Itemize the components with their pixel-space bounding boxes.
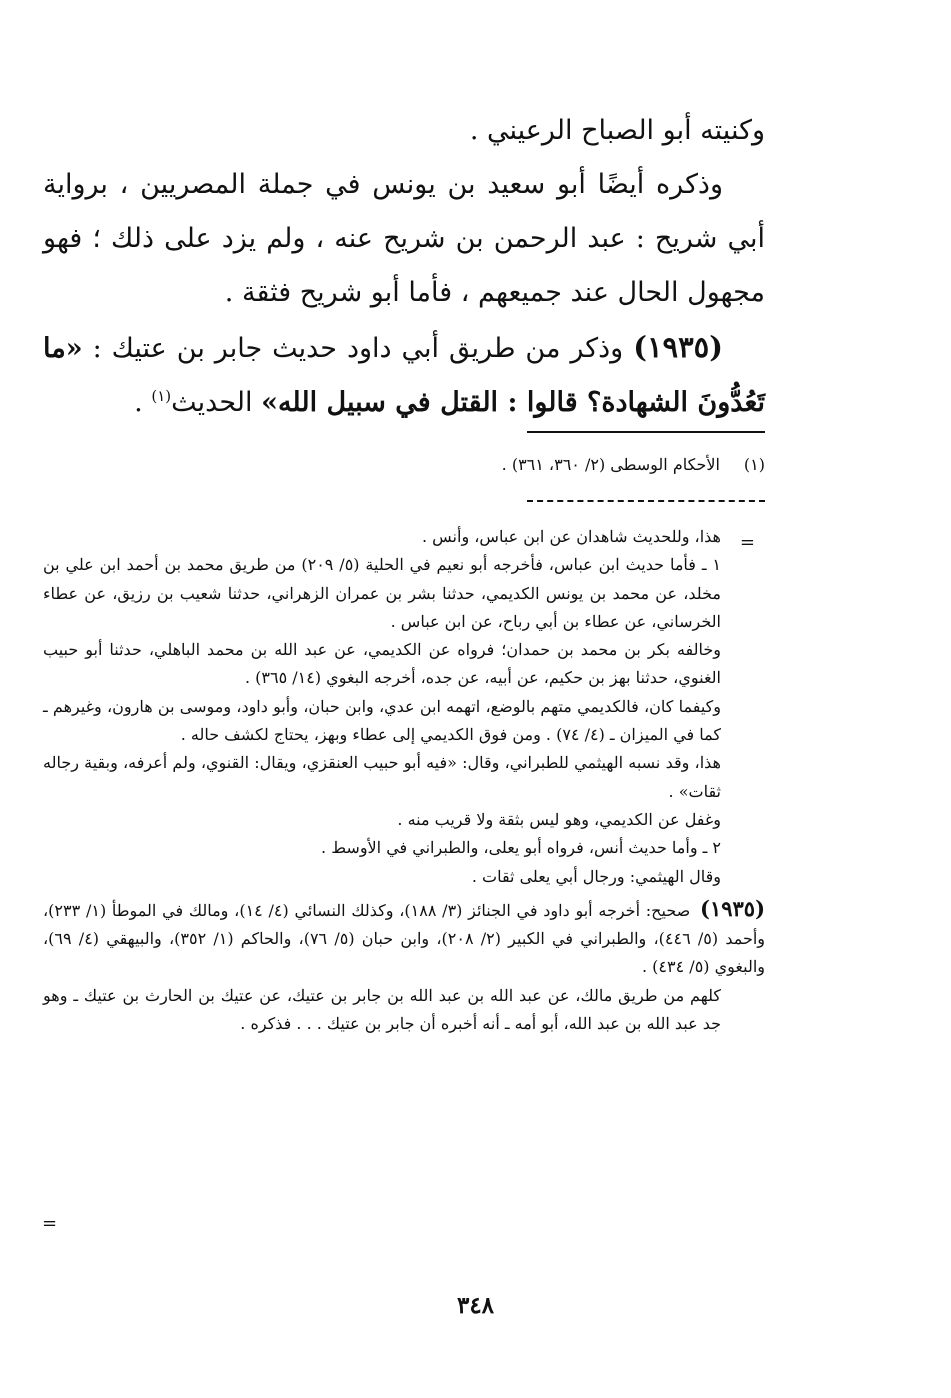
note-line: كلهم من طريق مالك، عن عبد الله بن عبد الله بن جابر بن عتيك، عن عتيك بن الحارث بن عتيك ـ وهو جد عبد الله بن عبد الله، أبو أمه ـ أنه أخبره أن جابر بن عتيك . . . فذكره . xyxy=(43,985,721,1034)
footnote-1 xyxy=(43,452,765,478)
hadith-intro: وذكر من طريق أبي داود حديث جابر بن عتيك : xyxy=(92,333,624,364)
note-line: هذا، وقد نسبه الهيثمي للطبراني، وقال: «فيه أبو حبيب العنقزي، ويقال: القنوي، ولم أعرفه، وبقية رجاله ثقات» . xyxy=(43,753,721,801)
note-line: هذا، وللحديث شاهدان عن ابن عباس، وأنس . xyxy=(421,527,721,546)
note-line: ١ ـ فأما حديث ابن عباس، فأخرجه أبو نعيم في الحلية (٥/ ٢٠٩) من طريق محمد بن أحمد ابن علي بن مخلد، عن محمد بن يونس الكديمي، حدثنا بشر بن عمران الزهراني، حدثنا شعيب بن رزيق، عن عطاء الخرساني، عن عطاء بن أبي رباح، عن ابن عباس . xyxy=(43,555,722,631)
ibn-yunus-paragraph: وذكره أيضًا أبو سعيد بن يونس في جملة المصريين ، برواية أبي شريح : عبد الرحمن بن شريح عنه ، ولم يزد على ذلك ؛ فهو مجهول الحال عند جميعهم ، فأما أبو شريح فثقة . xyxy=(43,169,765,308)
footnote-separator xyxy=(527,431,765,433)
hadith-tail: الحديث xyxy=(171,387,253,418)
hadith-paragraph xyxy=(43,320,765,430)
footnote-1-number: (١) xyxy=(743,455,765,474)
notes-section xyxy=(43,523,765,1038)
takhrij-text: صحيح: أخرجه أبو داود في الجنائز (٣/ ١٨٨)، وكذلك النسائي (٤/ ١٤)، ومالك في الموطأ (١/ ٢٣٣)، وأحمد (٥/ ٤٤٦)، والطبراني في الكبير (٢/ ٢٠٨)، وابن حبان (٥/ ٧٦)، والحاكم (١/ ٣٥٢)، والبيهقي (٤/ ٦٩)، والبغوي (٥/ ٤٣٤) . xyxy=(43,900,766,977)
dashed-separator xyxy=(527,500,765,502)
kunya-line: وكنيته أبو الصباح الرعيني . xyxy=(469,115,765,146)
main-text xyxy=(43,104,765,430)
continuation-mark-top: = xyxy=(739,532,755,553)
note-line: وكيفما كان، فالكديمي متهم بالوضع، اتهمه ابن عدي، وابن حبان، وأبو داود، وموسى بن هارون، وغيرهم ـ كما في الميزان ـ (٤/ ٧٤) . ومن فوق الكديمي إلى عطاء وبهز، يحتاج لكشف حاله . xyxy=(43,696,721,745)
note-line: وغفل عن الكديمي، وهو ليس بثقة ولا قريب منه . xyxy=(397,809,721,829)
hadith-number: (١٩٣٥) xyxy=(633,330,723,364)
takhrij-entry xyxy=(43,895,765,982)
page-number: ٣٤٨ xyxy=(456,1292,495,1319)
note-line: وقال الهيثمي: ورجال أبي يعلى ثقات . xyxy=(471,866,721,886)
takhrij-number: (١٩٣٥) xyxy=(700,895,766,921)
hadith-quote: «ما تَعُدُّونَ الشهادة؟ قالوا : القتل في سبيل الله» xyxy=(43,333,765,418)
note-line: وخالفه بكر بن محمد بن حمدان؛ فرواه عن الكديمي، عن عبد الله بن محمد الباهلي، حدثنا أبو حبيب الغنوي، حدثنا بهز بن حكيم، عن أبيه، عن جده، أخرجه البغوي (١٤/ ٣٦٥) . xyxy=(43,640,721,688)
continuation-mark-bottom: = xyxy=(42,1213,58,1234)
footnote-1-text: الأحكام الوسطى (٢/ ٣٦٠، ٣٦١) . xyxy=(501,455,720,474)
hadith-end: . xyxy=(134,387,152,418)
footnote-ref: (١) xyxy=(151,387,172,405)
note-line: ٢ ـ وأما حديث أنس، فرواه أبو يعلى، والطبراني في الأوسط . xyxy=(321,838,721,858)
